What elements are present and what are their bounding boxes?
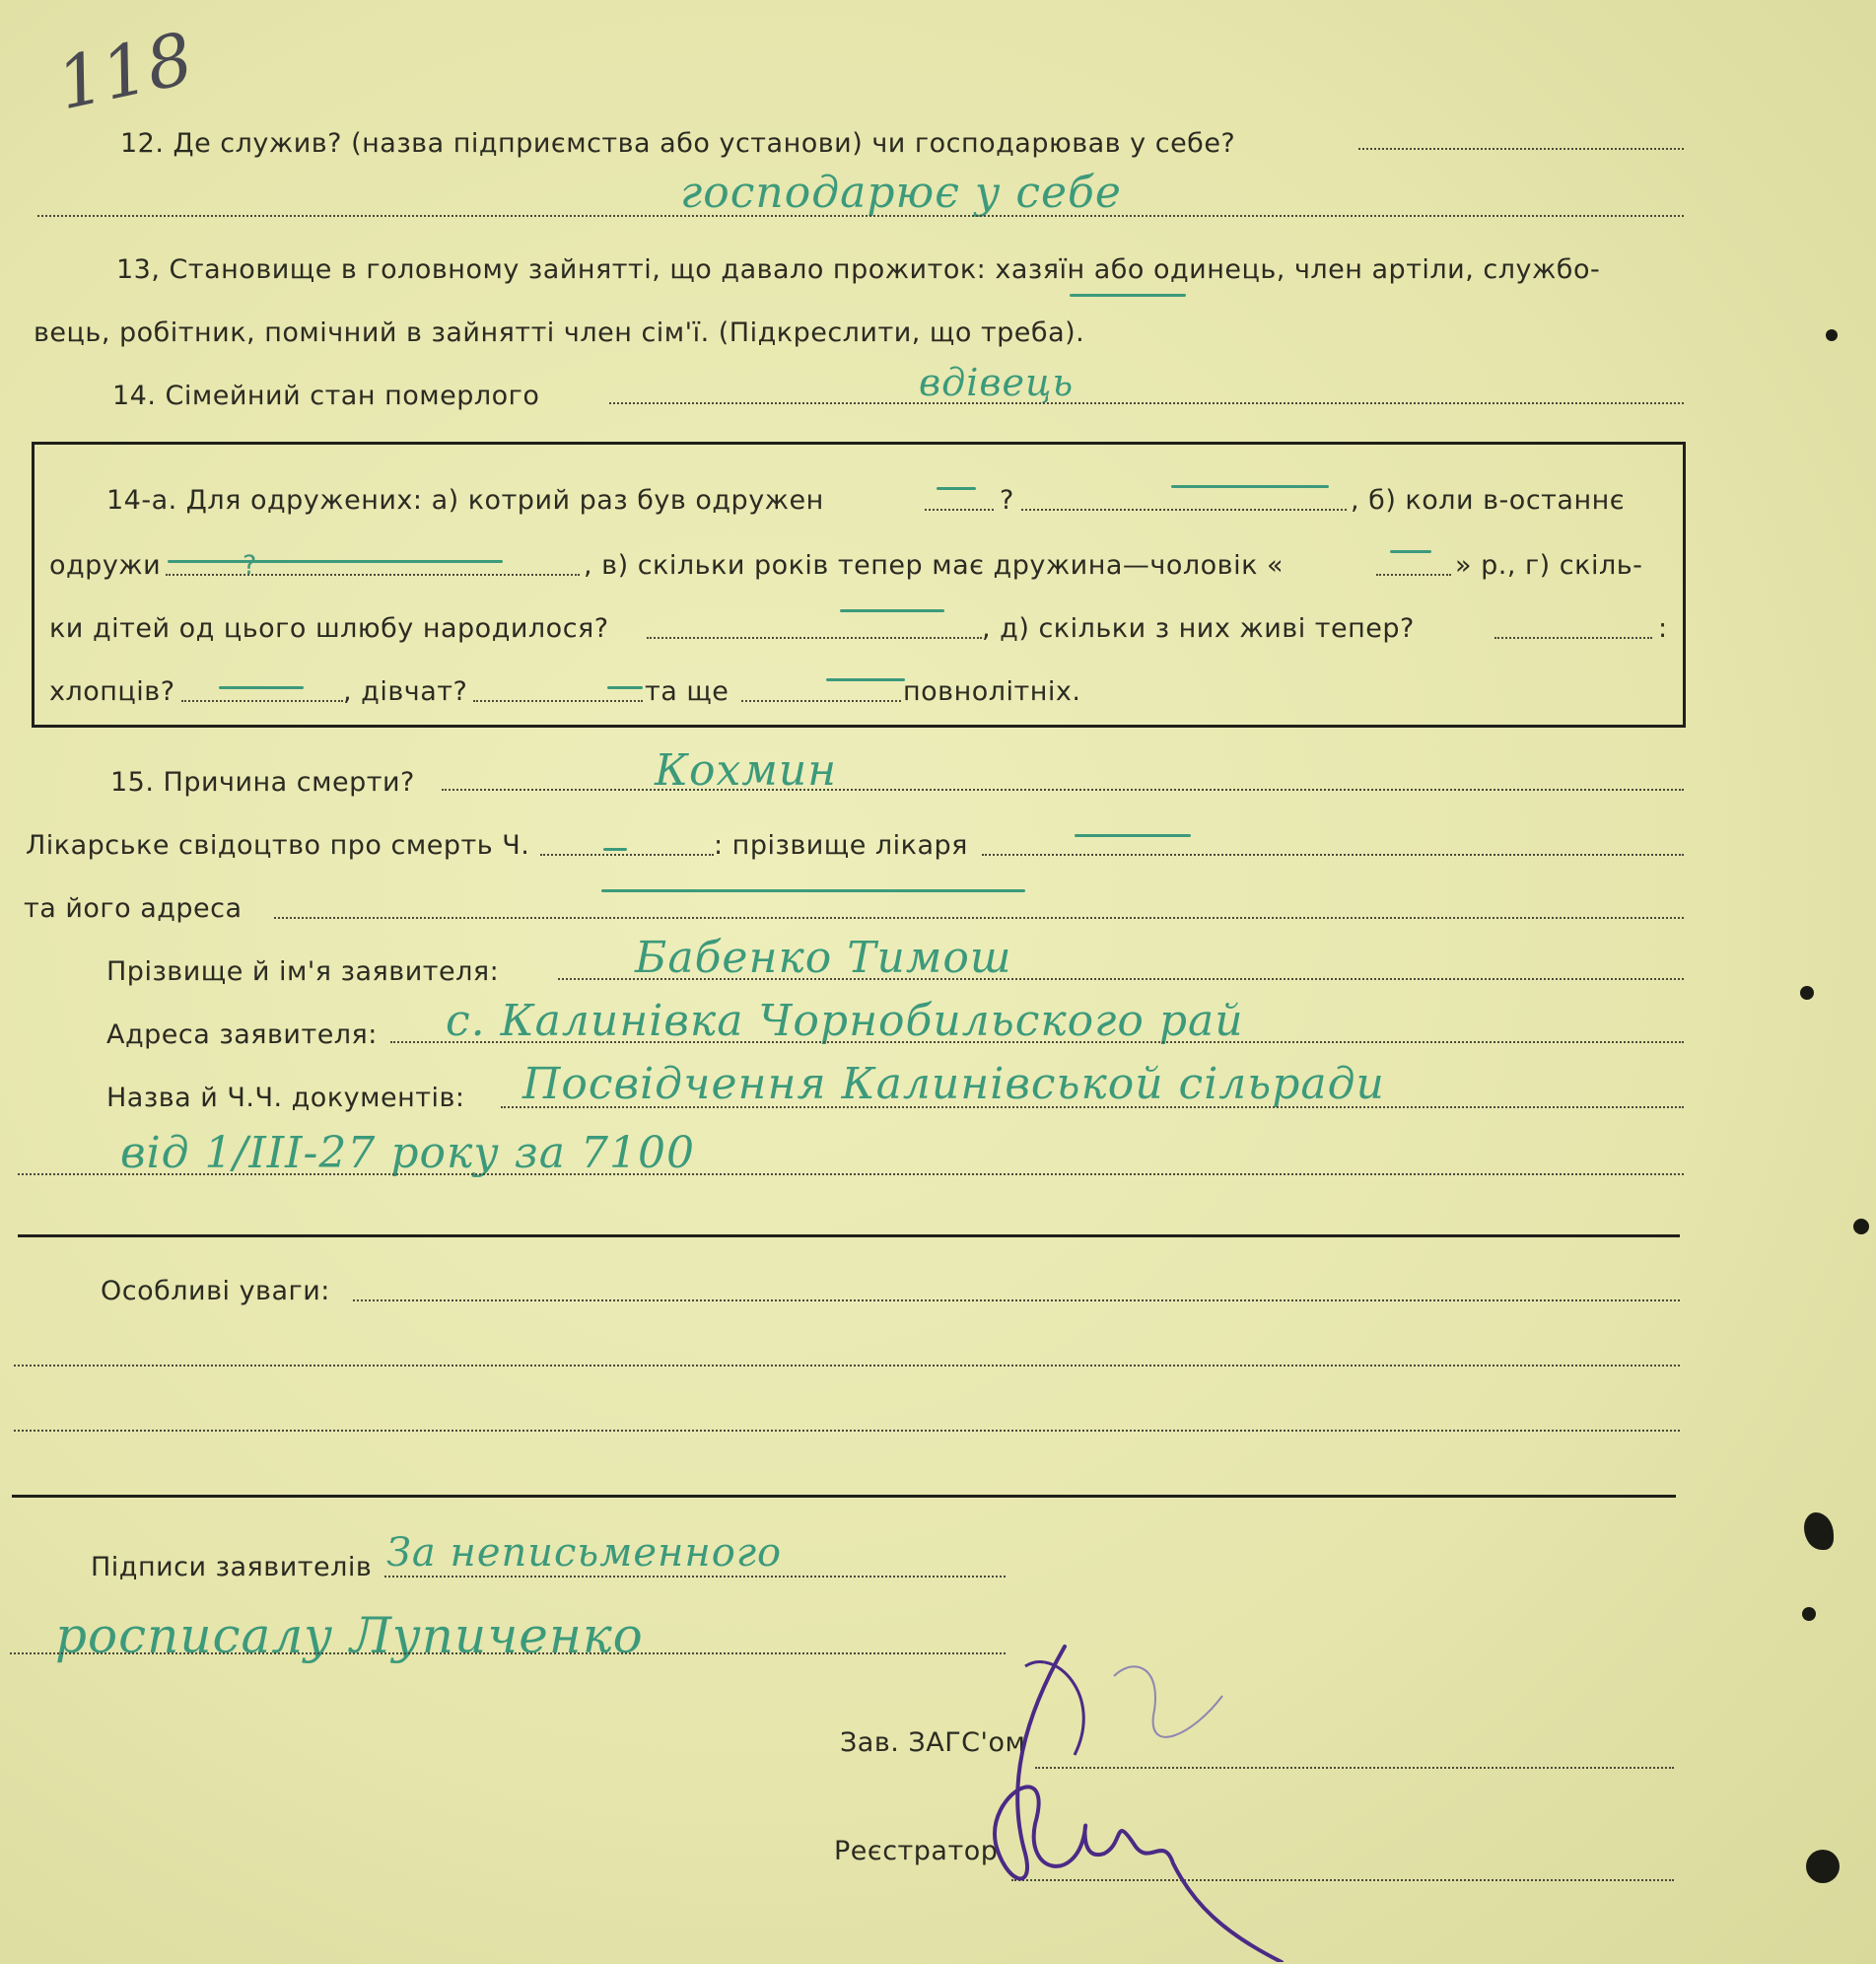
binding-hole — [1804, 1512, 1834, 1550]
doctor-address-dash — [601, 889, 1025, 892]
archive-page-number: 118 — [49, 16, 200, 126]
q14-label: 14. Сімейний стан померлого — [112, 381, 540, 411]
doctor-label-b: : прізвище лікаря — [714, 830, 968, 861]
binding-hole — [1800, 986, 1814, 1000]
q14a-dash-4b — [607, 686, 643, 689]
q14a-line-3c: : — [1658, 613, 1668, 644]
q14a-line-2a: одружи — [49, 550, 162, 581]
applicant-docs-answer-1: Посвідчення Калинівськой сільради — [522, 1059, 1385, 1109]
q15-dots — [442, 789, 1684, 791]
q14a-line-2b: , в) скільки років тепер має дружина—чоловік « — [584, 550, 1284, 581]
official-signature — [966, 1637, 1321, 1962]
binding-hole — [1802, 1607, 1816, 1621]
q15-label: 15. Причина смерти? — [110, 767, 415, 798]
doctor-label-a: Лікарське свідоцтво про смерть Ч. — [26, 830, 530, 861]
binding-hole — [1826, 329, 1838, 341]
q14a-line-4a: хлопців? — [49, 676, 175, 707]
signatures-answer-2: росписалу Лупиченко — [55, 1607, 644, 1664]
binding-hole — [1853, 1219, 1869, 1234]
q14a-dots-3a — [647, 637, 982, 639]
q15-answer: Кохмин — [655, 745, 838, 796]
remarks-label: Особливі уваги: — [101, 1276, 330, 1306]
q12-label: 12. Де служив? (назва підприємства або установи) чи господарював у себе? — [120, 128, 1236, 159]
q14a-line-4d: повнолітніх. — [903, 676, 1081, 707]
q14a-line-2q: ? — [243, 550, 257, 581]
q14a-dash-1 — [937, 487, 976, 490]
q14a-dots-1b — [1021, 509, 1347, 511]
applicant-docs-dots-2 — [18, 1173, 1684, 1175]
applicant-address-label: Адреса заявителя: — [106, 1019, 378, 1050]
section-rule-1 — [18, 1234, 1680, 1237]
applicant-name-dots — [558, 978, 1684, 980]
applicant-docs-label: Назва й Ч.Ч. документів: — [106, 1083, 465, 1113]
q12-dots-1 — [1358, 148, 1684, 150]
q14a-dash-4c — [826, 678, 905, 681]
q14a-dash-3 — [840, 609, 944, 612]
q14a-dash-2c — [1390, 550, 1431, 553]
q14a-line-1b: , б) коли в-останнє — [1351, 485, 1626, 516]
remarks-dots-1 — [353, 1299, 1680, 1301]
q12-dots-2 — [37, 215, 1684, 217]
q13-underline-hazyain — [1070, 294, 1186, 297]
applicant-name-answer: Бабенко Тимош — [635, 933, 1012, 983]
doctor-dash-a — [603, 848, 627, 851]
q14a-dots-2b — [166, 574, 580, 576]
q14a-line-3b: , д) скільки з них живі тепер? — [982, 613, 1415, 644]
applicant-docs-answer-2: від 1/ІІІ-27 року за 7100 — [120, 1128, 695, 1178]
remarks-dots-3 — [14, 1430, 1680, 1432]
remarks-dots-2 — [14, 1365, 1680, 1367]
doctor-address-label: та його адреса — [24, 893, 243, 924]
q14a-line-4c: та ще — [645, 676, 730, 707]
signatures-answer-1: За неписьменного — [386, 1530, 783, 1576]
q14a-dots-4c — [741, 700, 901, 702]
applicant-name-label: Прізвище й ім'я заявителя: — [106, 956, 500, 987]
q14a-dash-1b — [1171, 485, 1329, 488]
q13-line-2: вець, робітник, помічний в зайнятті член сім'ї. (Підкреслити, що треба). — [34, 317, 1085, 348]
q14-answer: вдівець — [919, 361, 1075, 404]
section-rule-2 — [12, 1495, 1676, 1498]
doctor-address-dots — [274, 917, 1684, 919]
registrar-label: Реєстратор — [834, 1836, 999, 1866]
head-label: Зав. ЗАГС'ом — [840, 1727, 1026, 1758]
doctor-dots-b — [982, 854, 1684, 856]
q14a-dash-2 — [168, 560, 503, 563]
applicant-address-answer: с. Калинівка Чорнобильского рай — [446, 996, 1244, 1046]
doctor-dash-b — [1075, 834, 1191, 837]
q14a-dots-4b — [473, 700, 643, 702]
applicant-docs-dots-1 — [501, 1106, 1684, 1108]
q14-dots — [609, 402, 1684, 404]
q14a-line-1a: 14-а. Для одружених: а) котрий раз був одружен — [106, 485, 824, 516]
q14a-line-4b: , дівчат? — [343, 676, 468, 707]
signatures-dots-1 — [384, 1576, 1006, 1578]
signatures-dots-2 — [10, 1652, 1006, 1654]
q14a-line-2c: » р., г) скіль- — [1455, 550, 1643, 581]
q14a-dots-3b — [1494, 637, 1652, 639]
q14a-line-3a: ки дітей од цього шлюбу народилося? — [49, 613, 609, 644]
q14a-line-1q: ? — [1000, 485, 1014, 516]
signatures-label: Підписи заявителів — [91, 1552, 373, 1582]
q13-line-1: 13, Становище в головному зайнятті, що давало прожиток: хазяїн або одинець, член артіли, службо- — [116, 254, 1601, 285]
q14a-dots-2c — [1376, 574, 1451, 576]
q14a-dash-4a — [219, 686, 304, 689]
q14a-dots-1a — [925, 509, 994, 511]
binding-hole — [1806, 1850, 1840, 1883]
q14a-dots-4a — [181, 700, 343, 702]
applicant-address-dots — [390, 1041, 1684, 1043]
q12-answer: господарює у себе — [680, 168, 1122, 218]
doctor-dots-a — [540, 854, 714, 856]
